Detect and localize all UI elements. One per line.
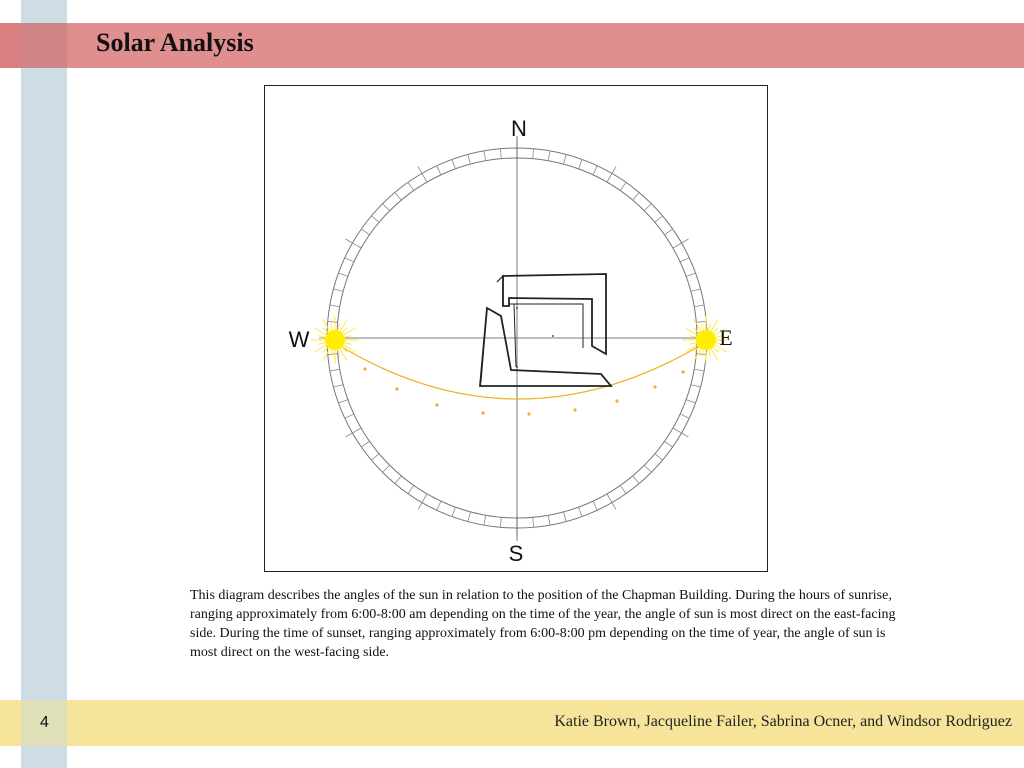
- compass-tick: [664, 441, 672, 447]
- sun-ray: [694, 319, 702, 333]
- title-bar: [0, 23, 1024, 68]
- compass-tick: [673, 239, 689, 248]
- diagram-caption: This diagram describes the angles of the sun in relation to the position of the Chapman Building. During the hours of sunrise, ranging approximately from 6:00-8:00 am depending on the time of the year, the angle of sun is most direct on the east-facing side. During the time of sunset, ranging approximately from 6:00-8:00 pm depending on the time of year, the angle of sun is most direct on the west-facing side.: [190, 588, 896, 660]
- compass-tick: [694, 369, 704, 371]
- compass-tick: [346, 239, 362, 248]
- compass-tick: [607, 167, 616, 183]
- compass-tick: [644, 204, 651, 211]
- compass-tick: [418, 167, 427, 183]
- building-marker: [552, 335, 554, 337]
- solar-diagram-svg: [265, 86, 767, 571]
- compass-tick: [437, 166, 441, 175]
- compass-tick: [533, 149, 534, 159]
- compass-tick: [633, 476, 639, 484]
- compass-tick: [328, 354, 338, 355]
- compass-tick: [564, 154, 567, 164]
- sun-ray: [710, 347, 718, 361]
- compass-tick: [484, 515, 486, 525]
- compass-tick: [500, 149, 501, 159]
- compass-tick: [691, 385, 701, 388]
- solar-diagram: [264, 85, 768, 572]
- sun-path-dot: [481, 411, 484, 414]
- compass-tick: [338, 273, 347, 276]
- compass-tick: [361, 441, 369, 447]
- compass-tick: [680, 258, 689, 262]
- compass-tick: [644, 465, 651, 472]
- compass-tick: [694, 305, 704, 307]
- sun-path-dot: [435, 403, 438, 406]
- compass-tick: [408, 182, 414, 190]
- compass-tick: [664, 229, 672, 235]
- compass-tick: [395, 192, 401, 200]
- compass-tick: [330, 369, 340, 371]
- compass-tick: [655, 216, 663, 222]
- building-marker: [516, 366, 518, 368]
- compass-tick: [437, 501, 441, 510]
- sun-ray: [342, 328, 356, 336]
- footer-bar: [0, 700, 1024, 746]
- sun-path-dot: [363, 367, 366, 370]
- compass-tick: [500, 517, 501, 527]
- compass-tick: [346, 428, 362, 437]
- sun-path-dots: [363, 367, 684, 415]
- compass-tick: [395, 476, 401, 484]
- compass-tick: [607, 494, 616, 510]
- title-bar-stripe: [21, 23, 67, 68]
- page-number: 4: [40, 714, 49, 731]
- sun-ray: [314, 344, 328, 352]
- side-stripe: [21, 0, 67, 768]
- sun-ray: [339, 319, 347, 333]
- compass-tick: [548, 151, 550, 161]
- compass-tick: [361, 229, 369, 235]
- compass-tick: [533, 517, 534, 527]
- page-title: Solar Analysis: [96, 28, 254, 57]
- compass-tick: [686, 273, 695, 276]
- compass-tick: [655, 454, 663, 460]
- compass-tick: [452, 159, 455, 168]
- compass-tick: [371, 216, 379, 222]
- compass-tick: [330, 305, 340, 307]
- compass-tick: [452, 507, 455, 516]
- building-plan-icon: [480, 274, 611, 386]
- compass-tick: [383, 465, 390, 472]
- compass-tick: [345, 258, 354, 262]
- north-label: N: [511, 116, 527, 141]
- title-bar-left-block: [0, 23, 21, 68]
- compass-tick: [383, 204, 390, 211]
- compass-tick: [548, 515, 550, 525]
- authors-line: Katie Brown, Jacqueline Failer, Sabrina Ocner, and Windsor Rodriguez: [554, 713, 1012, 730]
- building-marker: [516, 307, 518, 309]
- sun-path-dot: [681, 370, 684, 373]
- compass-tick: [691, 289, 701, 292]
- sun-path-dot: [615, 399, 618, 402]
- compass-tick: [579, 507, 582, 516]
- west-label: W: [288, 327, 310, 352]
- compass-tick: [468, 154, 471, 164]
- compass-tick: [328, 321, 338, 322]
- sun-path-dot: [395, 387, 398, 390]
- compass-tick: [333, 385, 343, 388]
- compass-tick: [338, 400, 347, 403]
- compass-tick: [673, 428, 689, 437]
- compass-tick: [593, 166, 597, 175]
- compass-tick: [468, 512, 471, 522]
- compass-tick: [686, 400, 695, 403]
- compass-tick: [696, 321, 706, 322]
- compass-tick: [371, 454, 379, 460]
- compass-tick: [333, 289, 343, 292]
- south-label: S: [508, 541, 524, 566]
- sun-icon-west: [311, 316, 359, 364]
- sun-path-dot: [527, 412, 530, 415]
- sun-path-dot: [573, 408, 576, 411]
- compass-tick: [579, 159, 582, 168]
- east-label: E: [719, 325, 733, 350]
- sun-ray: [710, 319, 718, 333]
- compass-tick: [620, 182, 626, 190]
- compass-tick: [620, 485, 626, 493]
- sun-path-dot: [653, 385, 656, 388]
- compass-tick: [593, 501, 597, 510]
- sun-path: [337, 344, 703, 399]
- sun-ray: [314, 328, 328, 336]
- compass-tick: [418, 494, 427, 510]
- compass-tick: [680, 414, 689, 418]
- compass-tick: [408, 485, 414, 493]
- compass-tick: [564, 512, 567, 522]
- compass-tick: [484, 151, 486, 161]
- compass-tick: [345, 414, 354, 418]
- compass-tick: [633, 192, 639, 200]
